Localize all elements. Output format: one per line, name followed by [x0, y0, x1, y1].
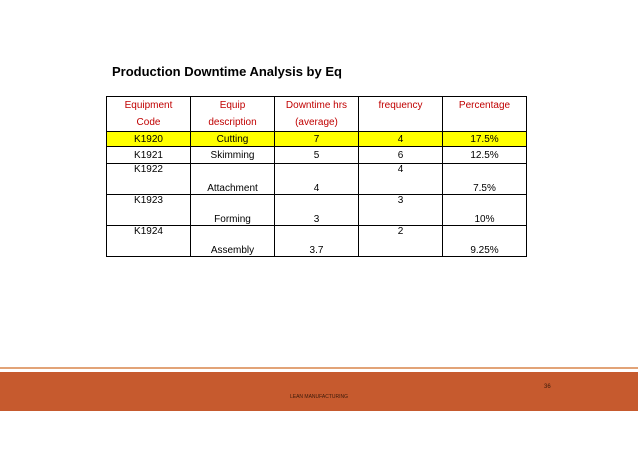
cell-frequency: 4	[359, 164, 443, 195]
cell-percentage: 17.5%	[443, 132, 527, 147]
table-row	[107, 147, 527, 164]
cell-frequency: 6	[359, 147, 443, 164]
cell-code: K1923	[107, 195, 191, 226]
cell-frequency: 3	[359, 195, 443, 226]
cell-code: K1920	[107, 132, 191, 147]
cell-frequency: 4	[359, 132, 443, 147]
cell-code: K1921	[107, 147, 191, 164]
header-frequency: frequency	[359, 97, 443, 132]
header-equipment-code: Equipment Code	[107, 97, 191, 132]
table-row	[107, 226, 527, 257]
cell-percentage: 9.25%	[443, 226, 527, 257]
cell-description: Cutting	[191, 132, 275, 147]
header-percentage: Percentage	[443, 97, 527, 132]
cell-downtime: 5	[275, 147, 359, 164]
cell-code: K1922	[107, 164, 191, 195]
cell-downtime: 4	[275, 164, 359, 195]
cell-description: Skimming	[191, 147, 275, 164]
cell-percentage: 7.5%	[443, 164, 527, 195]
cell-code: K1924	[107, 226, 191, 257]
footer-text: LEAN MANUFACTURING	[289, 394, 349, 400]
cell-description: Assembly	[191, 226, 275, 257]
cell-description: Forming	[191, 195, 275, 226]
header-downtime-hrs: Downtime hrs (average)	[275, 97, 359, 132]
footer-divider	[0, 367, 638, 369]
cell-percentage: 12.5%	[443, 147, 527, 164]
cell-frequency: 2	[359, 226, 443, 257]
page-number: 36	[544, 384, 551, 390]
cell-percentage: 10%	[443, 195, 527, 226]
header-equip-description: Equip description	[191, 97, 275, 132]
cell-downtime: 7	[275, 132, 359, 147]
table-row	[107, 132, 527, 147]
table-header-row	[107, 97, 527, 132]
table-row	[107, 195, 527, 226]
slide-title: Production Downtime Analysis by Eq	[112, 64, 342, 79]
cell-downtime: 3.7	[275, 226, 359, 257]
cell-description: Attachment	[191, 164, 275, 195]
cell-downtime: 3	[275, 195, 359, 226]
table-row	[107, 164, 527, 195]
downtime-table	[106, 96, 527, 257]
footer-bar	[0, 372, 638, 411]
